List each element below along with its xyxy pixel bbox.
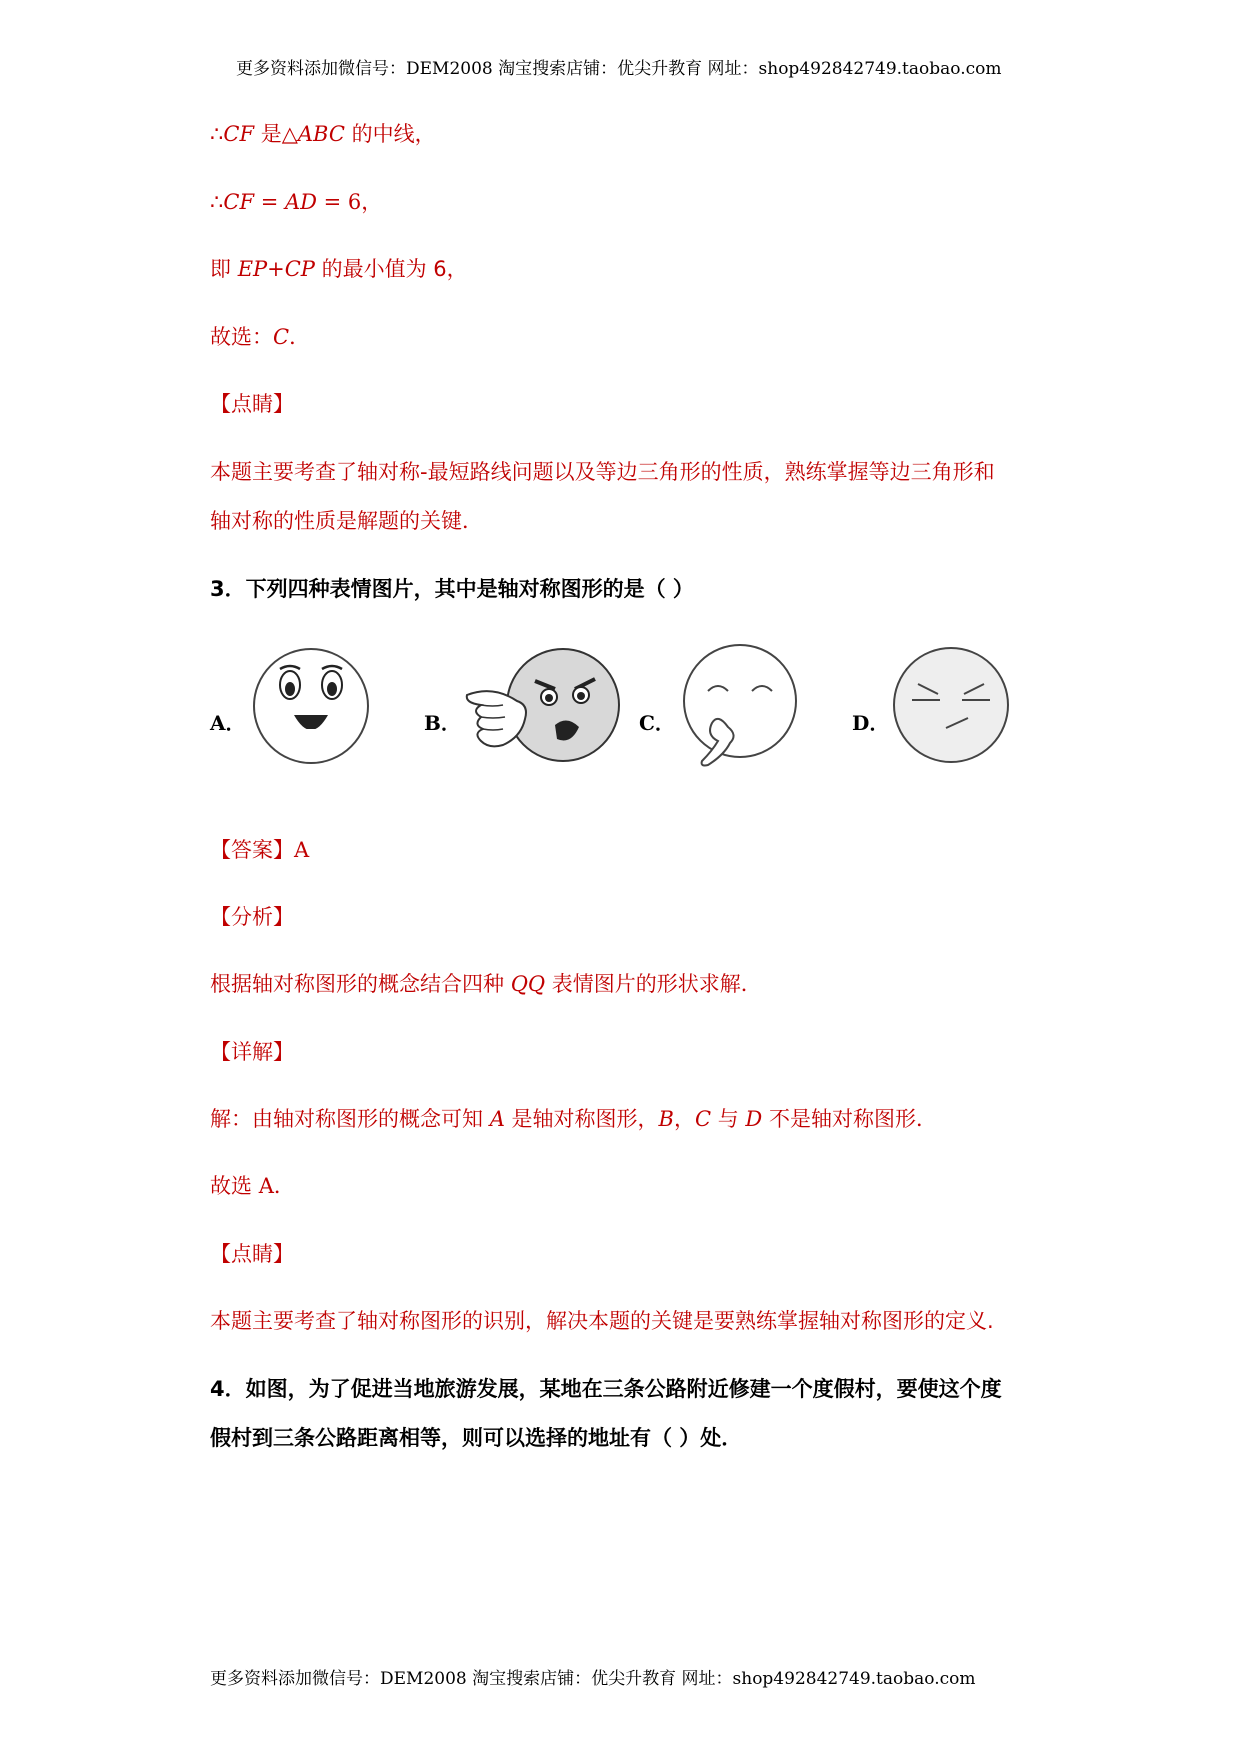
squinting-face-icon <box>890 644 1012 770</box>
text: 与 <box>711 1107 746 1131</box>
text: 是轴对称图形， <box>504 1107 659 1131</box>
option-d-label: D． <box>852 711 890 735</box>
text: 解：由轴对称图形的概念可知 <box>210 1107 490 1131</box>
qq-term: QQ <box>510 972 546 996</box>
choice: C <box>273 325 290 349</box>
text: 故选 <box>210 1174 259 1198</box>
solution-line-1 <box>210 118 436 148</box>
solution-line-4 <box>210 321 310 351</box>
choose-line <box>210 1170 295 1200</box>
text: 表情图片的形状求解． <box>545 972 762 996</box>
question-4-stem-line-2: 假村到三条公路距离相等，则可以选择的地址有（ ）处． <box>210 1426 743 1450</box>
analysis-heading: 【分析】 <box>210 905 294 929</box>
text: 是△ <box>254 122 298 146</box>
option-c-label: C． <box>639 711 675 735</box>
question-4-stem-line-1: 4．如图，为了促进当地旅游发展，某地在三条公路附近修建一个度假村，要使这个度 <box>210 1377 1002 1401</box>
answer-line <box>210 834 309 864</box>
choose-value: A <box>258 1174 274 1198</box>
segment-cf: CF <box>223 190 255 214</box>
solution-line-2 <box>210 186 382 216</box>
text: 根据轴对称图形的概念结合四种 <box>210 972 511 996</box>
text: ， <box>673 1107 695 1131</box>
triangle-abc: ABC <box>297 122 345 146</box>
option-b-label: B． <box>424 711 461 735</box>
page-footer: 更多资料添加微信号：DEM2008 淘宝搜索店铺：优尖升教育 网址：shop492842749.taobao.com <box>210 1669 976 1689</box>
smiling-face-icon <box>250 645 372 771</box>
tip-text-q3: 本题主要考查了轴对称图形的识别，解决本题的关键是要熟练掌握轴对称图形的定义. <box>210 1309 994 1333</box>
answer-heading: 【答案】 <box>210 838 294 862</box>
solution-line-3 <box>210 253 468 283</box>
text: ． <box>273 1174 295 1198</box>
option-ref-a: A <box>489 1107 505 1131</box>
yawning-face-icon <box>672 643 802 777</box>
option-ref-b: B <box>658 1107 674 1131</box>
therefore-symbol: ∴ <box>210 190 224 214</box>
text: 不是轴对称图形． <box>762 1107 937 1131</box>
tip-heading-prev: 【点睛】 <box>210 392 294 416</box>
text: 故选： <box>210 325 273 349</box>
tip-text-prev-line-1: 本题主要考查了轴对称-最短路线问题以及等边三角形的性质，熟练掌握等边三角形和 <box>210 460 995 484</box>
equals: = <box>254 190 285 214</box>
option-ref-c: C <box>694 1107 712 1131</box>
segment-cf: CF <box>223 122 255 146</box>
detail-heading: 【详解】 <box>210 1040 294 1064</box>
page-header: 更多资料添加微信号：DEM2008 淘宝搜索店铺：优尖升教育 网址：shop492842749.taobao.com <box>236 59 1002 79</box>
detail-text <box>210 1103 937 1133</box>
tip-text-prev-line-2: 轴对称的性质是解题的关键． <box>210 509 483 533</box>
value: = 6， <box>316 190 383 214</box>
therefore-symbol: ∴ <box>210 122 224 146</box>
option-ref-d: D <box>745 1107 763 1131</box>
answer-value: A <box>294 838 310 862</box>
tip-heading-q3: 【点睛】 <box>210 1242 294 1266</box>
analysis-text <box>210 968 762 998</box>
text: 的最小值为 6， <box>314 257 468 281</box>
text: 的中线， <box>344 122 436 146</box>
question-3-stem: 3．下列四种表情图片，其中是轴对称图形的是（ ） <box>210 577 694 601</box>
option-a-label: A． <box>210 711 246 735</box>
expression: EP+CP <box>237 257 315 281</box>
text: 即 <box>210 257 238 281</box>
segment-ad: AD <box>284 190 317 214</box>
angry-pointing-face-icon <box>463 645 623 775</box>
text: ． <box>289 325 311 349</box>
